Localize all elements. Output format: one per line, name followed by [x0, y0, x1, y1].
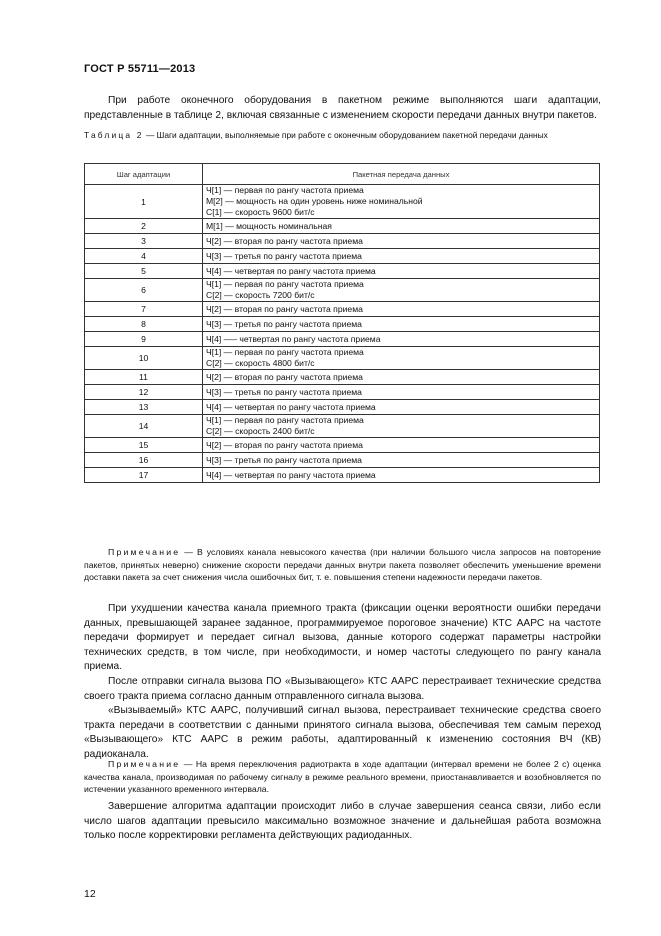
final-paragraph: Завершение алгоритма адаптации происходит либо в случае завершения сеанса связи, либо если число шагов адаптации превысило максимально возможное значение и дальнейшая работа возможна только после корректировки регламента действующих радиоданных. [84, 801, 601, 842]
description-line: Ч[1] — первая по рангу частота приема [206, 279, 364, 289]
table-row [85, 219, 600, 234]
table-row [85, 370, 600, 385]
description-line: С[2] — скорость 7200 бит/с [206, 290, 315, 300]
table-row [85, 468, 600, 483]
table-row [85, 279, 600, 302]
description-line: Ч[2] — вторая по рангу частота приема [206, 303, 363, 314]
table-row [85, 249, 600, 264]
note-1-text: — В условиях канала невысокого качества (при наличии большого числа запросов на повторение пакетов, принятых неверно) снижение скорости передачи данных внутри пакета позволяет обеспечить уменьшение времени доставки пакета за счет снижения числа ошибочных бит, т. е. повышения степени надежности передачи пакетов. [84, 547, 601, 582]
column-header-data: Пакетная передача данных [203, 164, 600, 185]
step-description [203, 317, 600, 332]
table-row [85, 234, 600, 249]
table-row [85, 453, 600, 468]
description-line: Ч[3] — третья по рангу частота приема [206, 386, 362, 397]
description-line: Ч[3] — третья по рангу частота приема [206, 318, 362, 329]
table-row [85, 332, 600, 347]
note-2 [84, 758, 601, 796]
step-number: 13 [85, 400, 203, 415]
intro-paragraph: При работе оконечного оборудования в пакетном режиме выполняются шаги адаптации, представленные в таблице 2, включая связанные с изменением скорости передачи данных внутри пакетов. [84, 95, 601, 121]
page-number: 12 [84, 888, 96, 900]
step-description [203, 185, 600, 219]
description-line: Ч[2] — вторая по рангу частота приема [206, 235, 363, 246]
step-number: 14 [85, 415, 203, 438]
table-row [85, 415, 600, 438]
description-line: Ч[4] — четвертая по рангу частота приема [206, 469, 376, 480]
description-line: Ч[2] — вторая по рангу частота приема [206, 371, 363, 382]
description-line: С[2] — скорость 2400 бит/с [206, 426, 315, 436]
step-number: 11 [85, 370, 203, 385]
column-header-step: Шаг адаптации [85, 164, 203, 185]
step-number: 16 [85, 453, 203, 468]
step-description [203, 279, 600, 302]
table-row [85, 385, 600, 400]
description-line: М[2] — мощность на один уровень ниже номинальной [206, 196, 423, 206]
paragraph-3: «Вызываемый» КТС ААРС, получивший сигнал вызова, перестраивает технические средства своего тракта передачи в соответствии с данными принятого сигнала вызова, обеспечивая тем самым переход «Вызывающего» КТС ААРС в режим работы, адаптированный к изменению состояния ВЧ (КВ) радиоканала. [84, 705, 601, 760]
step-number: 15 [85, 438, 203, 453]
table-row [85, 185, 600, 219]
step-number: 3 [85, 234, 203, 249]
step-number: 7 [85, 302, 203, 317]
step-description [203, 249, 600, 264]
paragraph-1: При ухудшении качества канала приемного тракта (фиксации оценки вероятности ошибки передачи данных, превышающей заранее заданное, программируемое пороговое значение) КТС ААРС на частоте передачи формирует и передает сигнал вызова, данные которого содержат параметры настройки технических средств, в том числе, при необходимости, и номер частоты следующего по рангу канала приема. [84, 603, 601, 673]
step-description [203, 415, 600, 438]
step-description [203, 347, 600, 370]
note-2-label: Примечание [108, 759, 181, 769]
description-line: Ч[4] — четвертая по рангу частота приема [206, 265, 376, 276]
description-line: Ч[2] — вторая по рангу частота приема [206, 439, 363, 450]
table-row [85, 347, 600, 370]
description-line: Ч[1] — первая по рангу частота приема [206, 415, 364, 425]
note-1-label: Примечание [108, 547, 181, 557]
step-number: 1 [85, 185, 203, 219]
description-line: М[1] — мощность номинальная [206, 220, 332, 231]
note-1 [84, 546, 601, 584]
note-2-text: — На время переключения радиотракта в ходе адаптации (интервал времени не более 2 с) оценка качества канала, производимая по рабочему сигналу в режиме реального времени, приостанавливается и возобновляется по истечении указанного временного интервала. [84, 759, 601, 794]
step-number: 9 [85, 332, 203, 347]
table-row [85, 264, 600, 279]
description-line: С[1] — скорость 9600 бит/с [206, 207, 315, 217]
description-line: С[2] — скорость 4800 бит/с [206, 358, 315, 368]
description-line: Ч[4] —– четвертая по рангу частота приема [206, 333, 381, 344]
step-number: 4 [85, 249, 203, 264]
step-number: 17 [85, 468, 203, 483]
description-line: Ч[4] — четвертая по рангу частота приема [206, 401, 376, 412]
description-line: Ч[1] — первая по рангу частота приема [206, 347, 364, 357]
step-description [203, 468, 600, 483]
table-caption [84, 130, 601, 142]
step-number: 5 [85, 264, 203, 279]
step-number: 10 [85, 347, 203, 370]
description-line: Ч[3] — третья по рангу частота приема [206, 250, 362, 261]
document-header: ГОСТ Р 55711—2013 [84, 63, 196, 75]
step-description [203, 302, 600, 317]
step-description [203, 385, 600, 400]
step-description [203, 234, 600, 249]
description-line: Ч[1] — первая по рангу частота приема [206, 185, 364, 195]
step-number: 12 [85, 385, 203, 400]
table-row [85, 317, 600, 332]
table-row [85, 438, 600, 453]
step-number: 6 [85, 279, 203, 302]
paragraph-2: После отправки сигнала вызова ПО «Вызывающего» КТС ААРС перестраивает технические средства своего тракта приема согласно данным отправленного сигнала вызова. [84, 676, 601, 702]
step-number: 2 [85, 219, 203, 234]
step-description [203, 332, 600, 347]
table-caption-label: Таблица 2 [84, 130, 144, 140]
adaptation-steps-table [84, 163, 600, 483]
table-row [85, 302, 600, 317]
step-description [203, 400, 600, 415]
table-caption-text: — Шаги адаптации, выполняемые при работе с оконечным оборудованием пакетной передачи данных [143, 130, 548, 140]
step-description [203, 438, 600, 453]
step-description [203, 453, 600, 468]
table-row [85, 400, 600, 415]
step-description [203, 219, 600, 234]
step-number: 8 [85, 317, 203, 332]
step-description [203, 370, 600, 385]
step-description [203, 264, 600, 279]
description-line: Ч[3] — третья по рангу частота приема [206, 454, 362, 465]
